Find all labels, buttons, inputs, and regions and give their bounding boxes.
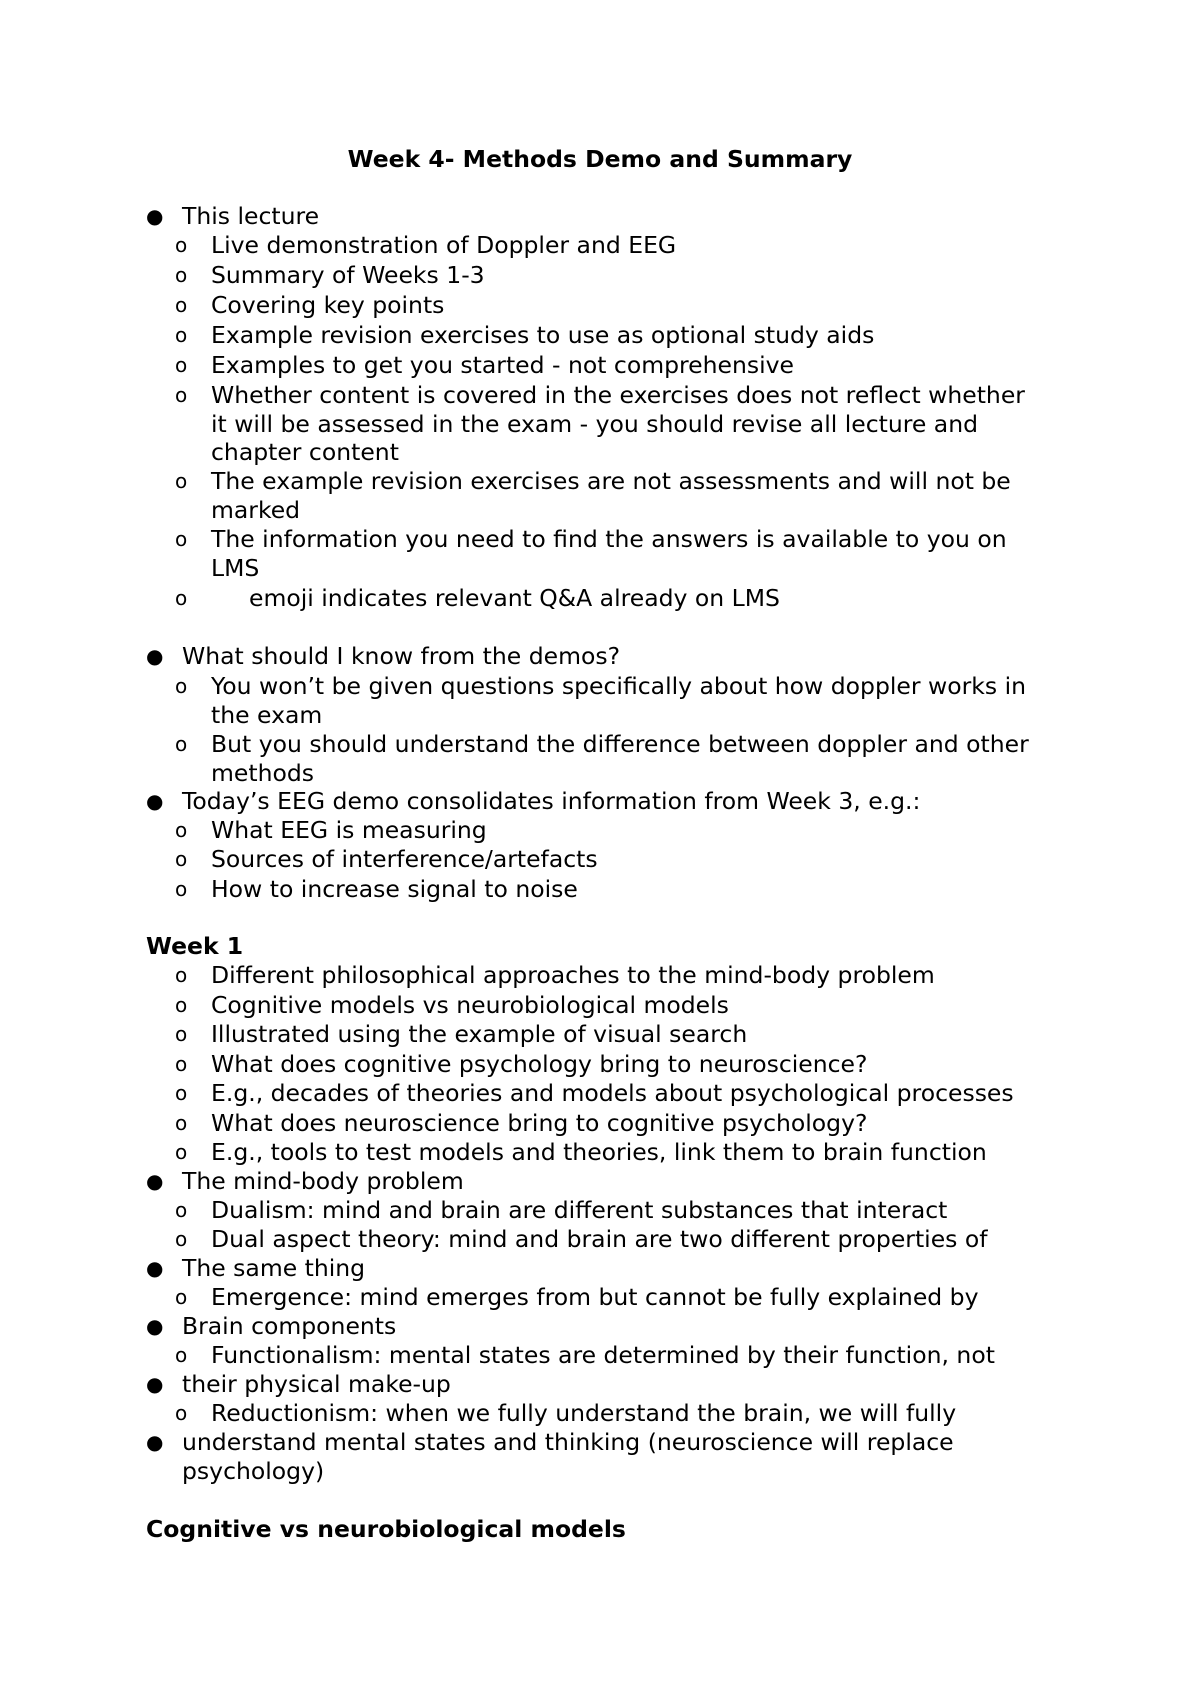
- list-item-continuation: psychology): [182, 1457, 325, 1485]
- sub-bullet-marker: o: [175, 233, 188, 257]
- sub-bullet-marker: o: [175, 1111, 188, 1135]
- sub-bullet-marker: o: [175, 993, 188, 1017]
- list-item: ● The same thing: [146, 1254, 366, 1282]
- sub-bullet-marker: o: [175, 1401, 188, 1425]
- bullet-marker: ●: [146, 789, 164, 813]
- sub-bullet-marker: o: [175, 1285, 188, 1309]
- list-item: o Covering key points: [175, 291, 445, 319]
- sub-bullet-marker: o: [175, 1140, 188, 1164]
- sub-bullet-marker: o: [175, 469, 188, 493]
- list-item-continuation: it will be assessed in the exam - you should revise all lecture and: [211, 410, 979, 438]
- list-item: o Examples to get you started - not comprehensive: [175, 351, 795, 379]
- list-item-continuation: chapter content: [211, 438, 399, 466]
- sub-bullet-marker: o: [175, 1343, 188, 1367]
- sub-bullet-marker: o: [175, 1227, 188, 1251]
- list-item-continuation: the exam: [211, 701, 323, 729]
- bullet-marker: ●: [146, 204, 164, 228]
- sub-bullet-marker: o: [175, 732, 188, 756]
- list-item: o Dualism: mind and brain are different substances that interact: [175, 1196, 948, 1224]
- list-item: ● This lecture: [146, 202, 320, 230]
- list-item: ● Today’s EEG demo consolidates information from Week 3, e.g.:: [146, 787, 921, 815]
- list-item: ● their physical make-up: [146, 1370, 451, 1398]
- list-item: o Different philosophical approaches to the mind-body problem: [175, 961, 935, 989]
- list-item: o You won’t be given questions specifically about how doppler works in: [175, 672, 1026, 700]
- list-item-continuation: methods: [211, 759, 314, 787]
- list-item: o Dual aspect theory: mind and brain are two different properties of: [175, 1225, 988, 1253]
- list-item: o What does neuroscience bring to cognitive psychology?: [175, 1109, 868, 1137]
- list-item: o E.g., decades of theories and models about psychological processes: [175, 1079, 1014, 1107]
- sub-bullet-marker: o: [175, 323, 188, 347]
- bullet-marker: ●: [146, 1430, 164, 1454]
- section-heading-cognitive-models: Cognitive vs neurobiological models: [146, 1515, 626, 1543]
- list-item: o Reductionism: when we fully understand the brain, we will fully: [175, 1399, 957, 1427]
- list-item: o The information you need to find the answers is available to you on: [175, 525, 1007, 553]
- sub-bullet-marker: o: [175, 383, 188, 407]
- list-item: o Live demonstration of Doppler and EEG: [175, 231, 677, 259]
- sub-bullet-marker: o: [175, 1052, 188, 1076]
- list-item: ● understand mental states and thinking (neuroscience will replace: [146, 1428, 954, 1456]
- sub-bullet-marker: o: [175, 674, 188, 698]
- list-item: o Cognitive models vs neurobiological models: [175, 991, 729, 1019]
- list-item: o emoji indicates relevant Q&A already on LMS: [175, 584, 780, 612]
- bullet-marker: ●: [146, 644, 164, 668]
- list-item: o Summary of Weeks 1-3: [175, 261, 485, 289]
- list-item: ● What should I know from the demos?: [146, 642, 621, 670]
- sub-bullet-marker: o: [175, 527, 188, 551]
- list-item: o What EEG is measuring: [175, 816, 487, 844]
- sub-bullet-marker: o: [175, 847, 188, 871]
- bullet-marker: ●: [146, 1314, 164, 1338]
- list-item: o E.g., tools to test models and theories, link them to brain function: [175, 1138, 987, 1166]
- list-item: o What does cognitive psychology bring to neuroscience?: [175, 1050, 868, 1078]
- sub-bullet-marker: o: [175, 818, 188, 842]
- bullet-marker: ●: [146, 1372, 164, 1396]
- sub-bullet-marker: o: [175, 963, 188, 987]
- sub-bullet-marker: o: [175, 293, 188, 317]
- list-item: o The example revision exercises are not assessments and will not be: [175, 467, 1011, 495]
- list-item: o But you should understand the difference between doppler and other: [175, 730, 1029, 758]
- sub-bullet-marker: o: [175, 1022, 188, 1046]
- bullet-marker: ●: [146, 1169, 164, 1193]
- document-title: Week 4- Methods Demo and Summary: [347, 145, 853, 173]
- list-item: o Emergence: mind emerges from but cannot be fully explained by: [175, 1283, 979, 1311]
- sub-bullet-marker: o: [175, 877, 188, 901]
- bullet-marker: ●: [146, 1256, 164, 1280]
- list-item: o Functionalism: mental states are determined by their function, not: [175, 1341, 995, 1369]
- list-item: o How to increase signal to noise: [175, 875, 578, 903]
- list-item: o Sources of interference/artefacts: [175, 845, 598, 873]
- list-item: o Example revision exercises to use as optional study aids: [175, 321, 875, 349]
- list-item-continuation: LMS: [211, 554, 260, 582]
- list-item: ● Brain components: [146, 1312, 397, 1340]
- sub-bullet-marker: o: [175, 586, 188, 610]
- list-item-continuation: marked: [211, 496, 301, 524]
- sub-bullet-marker: o: [175, 1198, 188, 1222]
- list-item: o Illustrated using the example of visual search: [175, 1020, 748, 1048]
- list-item: ● The mind-body problem: [146, 1167, 464, 1195]
- section-heading-week1: Week 1: [146, 932, 244, 960]
- sub-bullet-marker: o: [175, 263, 188, 287]
- list-item: o Whether content is covered in the exercises does not reflect whether: [175, 381, 1025, 409]
- sub-bullet-marker: o: [175, 353, 188, 377]
- sub-bullet-marker: o: [175, 1081, 188, 1105]
